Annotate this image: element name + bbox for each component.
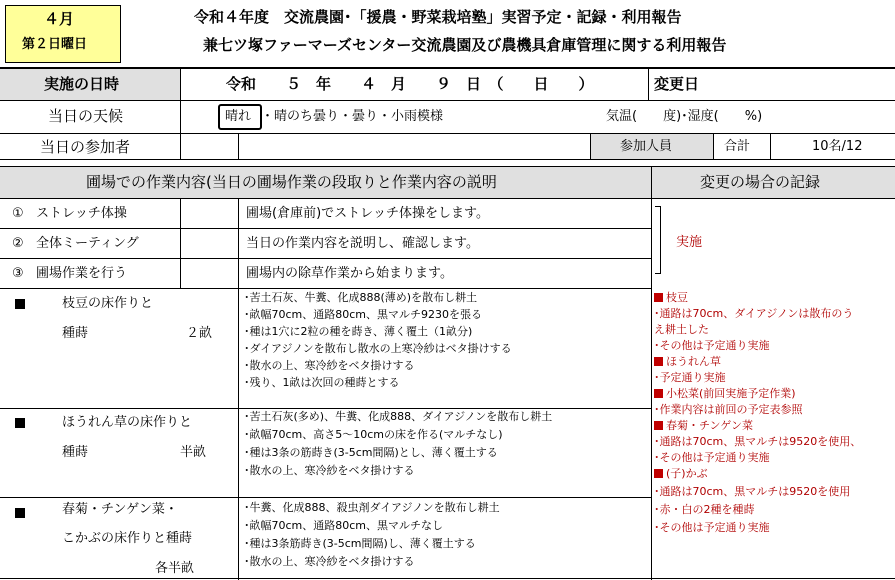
- change-line: ･通路は70cm、黒マルチは9520を使用、: [654, 435, 862, 448]
- change-line: (子)かぶ: [654, 468, 708, 479]
- step-number: ②: [12, 236, 24, 251]
- step-desc: 圃場内の除草作業から始まります。: [246, 266, 453, 281]
- crop-bullet: [15, 299, 25, 309]
- change-line: ･通路は70cm、黒マルチは9520を使用: [654, 485, 851, 498]
- change-line: ･その他は予定通り実施: [654, 339, 770, 352]
- steps-note: 実施: [676, 235, 703, 250]
- change-line: ･その他は予定通り実施: [654, 451, 770, 464]
- step-number: ①: [12, 206, 24, 221]
- step-desc: 当日の作業内容を説明し、確認します。: [246, 236, 479, 251]
- weather-options: ・晴のち曇り・曇り・小雨模様: [261, 109, 444, 124]
- change-line: 枝豆: [654, 292, 688, 303]
- month-label: ４月: [44, 10, 75, 28]
- change-line: 小松菜(前回実施予定作業): [654, 388, 796, 399]
- crop-sub: 種蒔: [62, 326, 89, 341]
- steps-bracket: [655, 206, 661, 274]
- crop-qty: ２畝: [186, 326, 213, 341]
- weather-selected: 晴れ: [225, 109, 252, 124]
- change-line: え耕土した: [654, 323, 709, 336]
- change-line: ･作業内容は前回の予定表参照: [654, 403, 803, 416]
- crop-bullet: [15, 418, 25, 428]
- change-line: ほうれん草: [654, 356, 721, 367]
- date-label: 実施の日時: [44, 75, 120, 93]
- total-label: 合計: [724, 139, 751, 154]
- participants-label: 当日の参加者: [40, 138, 131, 156]
- temp-humidity: 気温( 度)･湿度( %): [606, 109, 763, 124]
- step-number: ③: [12, 266, 24, 281]
- crop-bullet: [15, 508, 25, 518]
- date-value: 令和 ５ 年 ４ 月 ９ 日 （ 日 ）: [226, 75, 594, 93]
- change-header: 変更の場合の記録: [700, 173, 821, 191]
- crop-qty: 各半畝: [155, 561, 195, 576]
- crop-qty: 半畝: [180, 445, 207, 460]
- page-title: 令和４年度 交流農園･「援農・野菜栽培塾」実習予定・記録・利用報告: [194, 8, 682, 26]
- change-line: ･予定通り実施: [654, 371, 726, 384]
- crop-name: 枝豆の床作りと: [62, 296, 154, 311]
- step-name: 圃場作業を行う: [36, 266, 128, 281]
- total-value: 10名/12: [812, 139, 863, 154]
- change-line: 春菊・チンゲン菜: [654, 420, 753, 431]
- step-name: ストレッチ体操: [36, 206, 127, 221]
- step-desc: 圃場(倉庫前)でストレッチ体操をします。: [246, 206, 489, 221]
- work-header: 圃場での作業内容(当日の圃場作業の段取りと作業内容の説明: [86, 173, 497, 191]
- crop-name: 春菊・チンゲン菜・: [62, 502, 178, 517]
- headcount-label: 参加人員: [620, 139, 673, 154]
- week-label: 第２日曜日: [22, 37, 88, 52]
- page-subtitle: 兼七ツ塚ファーマーズセンター交流農園及び農機具倉庫管理に関する利用報告: [203, 36, 727, 54]
- crop-sub: 種蒔: [62, 445, 89, 460]
- crop-name: ほうれん草の床作りと: [62, 415, 193, 430]
- weather-label: 当日の天候: [48, 107, 124, 125]
- change-line: ･その他は予定通り実施: [654, 521, 770, 534]
- change-date-label: 変更日: [654, 75, 700, 93]
- crop-sub: こかぶの床作りと種蒔: [62, 531, 193, 546]
- change-line: ･通路は70cm、ダイアジノンは散布のう: [654, 307, 854, 320]
- change-line: ･赤・白の2種を種蒔: [654, 503, 755, 516]
- step-name: 全体ミーティング: [36, 236, 139, 251]
